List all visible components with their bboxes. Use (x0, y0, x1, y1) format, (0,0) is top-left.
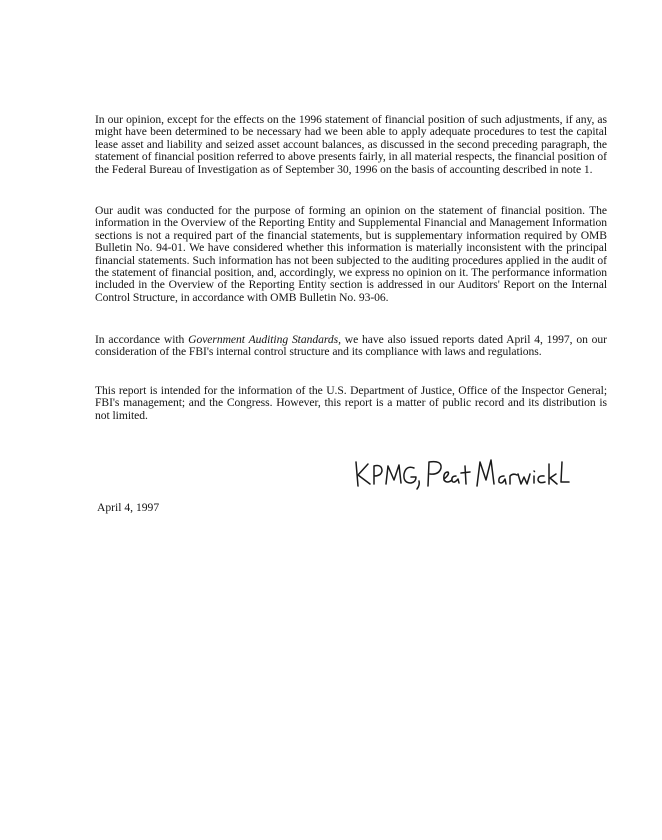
distribution-paragraph: This report is intended for the information of the U.S. Department of Justice, Office of the Inspector General; FBI's management; and the Congress. However, this report is a matter of public record and its distribution is not limited. (95, 384, 607, 422)
audit-purpose-paragraph: Our audit was conducted for the purpose of forming an opinion on the statement of financial position. The information in the Overview of the Reporting Entity and Supplemental Financial and Management Information sections is not a required part of the financial statements, but is supplementary information required by OMB Bulletin No. 94-01. We have considered whether this information is materially inconsistent with the principal financial statements. Such information has not been subjected to the auditing procedures applied in the audit of the statement of financial position, and, accordingly, we express no opinion on it. The performance information included in the Overview of the Reporting Entity section is addressed in our Auditors' Report on the Internal Control Structure, in accordance with OMB Bulletin No. 93-06. (95, 204, 607, 304)
gas-text-after: we have also issued reports dated April 4, 1997, on our consideration of the FBI's internal control structure and its compliance with laws and regulations. (95, 333, 607, 359)
gas-reports-paragraph (95, 334, 607, 359)
opinion-paragraph: In our opinion, except for the effects on the 1996 statement of financial position of such adjustments, if any, as might have been determined to be necessary had we been able to apply adequate procedures to test the capital lease asset and liability and seized asset account balances, as discussed in the second preceding paragraph, the statement of financial position referred to above presents fairly, in all material respects, the financial position of the Federal Bureau of Investigation as of September 30, 1996 on the basis of accounting described in note 1. (95, 113, 607, 176)
gas-title: Government Auditing Standards, (188, 333, 341, 346)
firm-signature (352, 452, 572, 496)
report-date: April 4, 1997 (97, 501, 160, 514)
gas-text-before: In accordance with (95, 333, 189, 346)
